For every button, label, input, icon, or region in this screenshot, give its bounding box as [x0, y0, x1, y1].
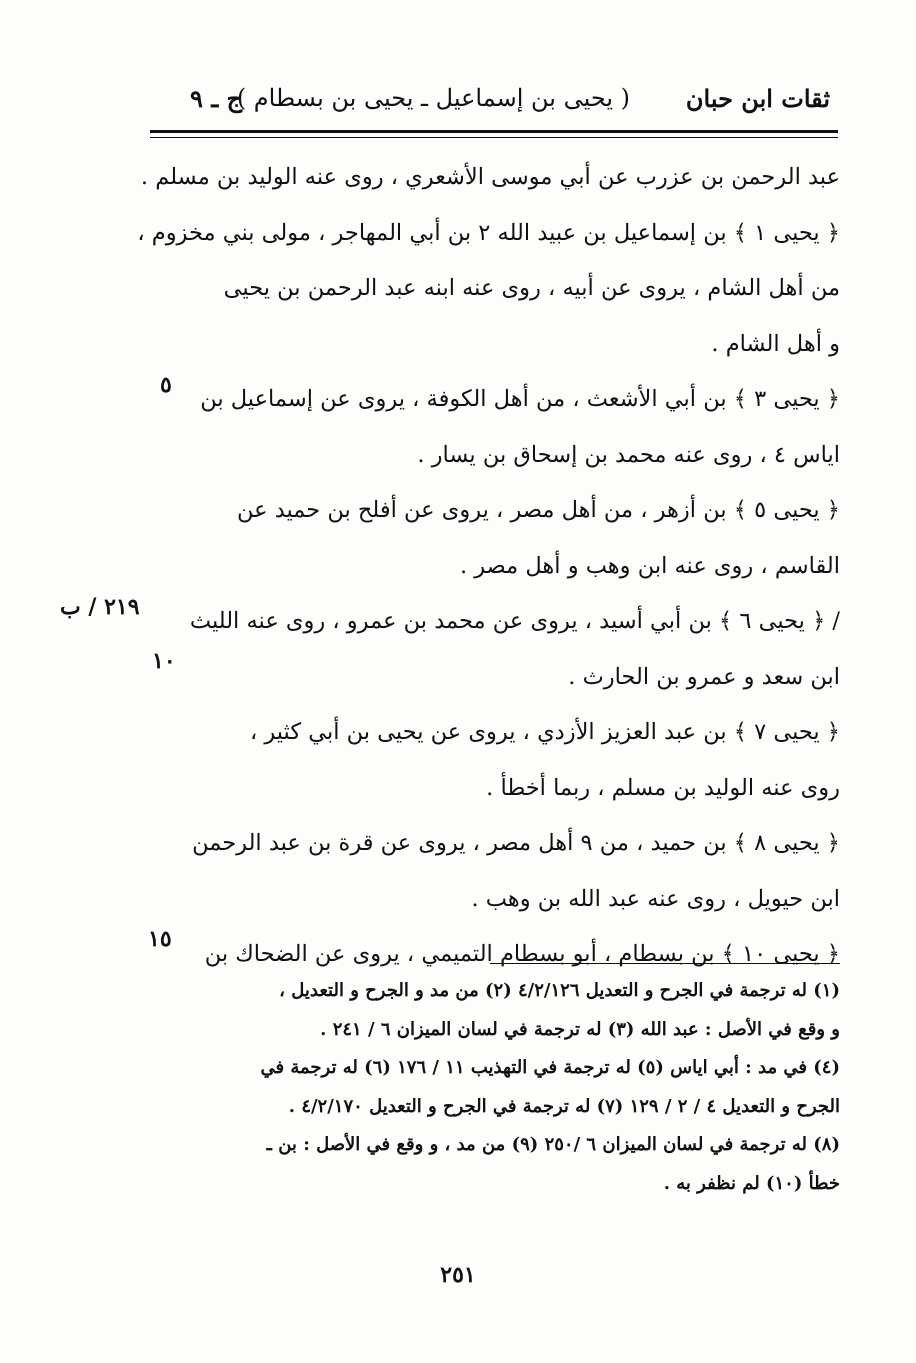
text-line: و أهل الشام .: [711, 330, 840, 357]
footnote-line: الجرح و التعديل ٤ / ٢ / ١٢٩ (٧) له ترجمة في الجرح و التعديل ٤/٢/١٧٠ .: [288, 1095, 840, 1117]
text-line: ﴿ يحيى ٥ ﴾ بن أزهر ، من أهل مصر ، يروى عن أفلح بن حميد عن: [236, 497, 840, 523]
text-line: ﴿ يحيى ١٠ ﴾ بن بسطام ، أبو بسطام التميمي ، يروى عن الضحاك بن: [204, 941, 840, 967]
section-range: ( يحيى بن إسماعيل ـ يحيى بن بسطام ): [236, 84, 630, 112]
header-rule-thin: [150, 137, 838, 138]
text-line: / ﴿ يحيى ٦ ﴾ بن أبي أسيد ، يروى عن محمد بن عمرو ، روى عنه الليث: [189, 608, 840, 634]
footnote-line: (١) له ترجمة في الجرح و التعديل ٤/٢/١٢٦ (٢) من مد و الجرح و التعديل ،: [279, 980, 840, 1001]
text-line: ابن سعد و عمرو بن الحارث .: [568, 663, 840, 690]
folio-marker: ٢١٩ / ب: [60, 594, 140, 620]
text-line: روى عنه الوليد بن مسلم ، ربما أخطأ .: [486, 774, 840, 801]
volume-label: ج ـ ٩: [190, 84, 243, 113]
book-title: ثقات ابن حبان: [685, 84, 830, 113]
page-number: ٢٥١: [440, 1262, 476, 1288]
header-rule-thick: [150, 130, 838, 133]
text-line: ﴿ يحيى ٨ ﴾ بن حميد ، من ٩ أهل مصر ، يروى عن قرة بن عبد الرحمن: [192, 830, 840, 856]
running-header: [150, 80, 830, 124]
text-line: ابن حيويل ، روى عنه عبد الله بن وهب .: [471, 885, 840, 912]
line-number-5: ٥: [160, 372, 172, 398]
footnote-line: خطأ (١٠) لم نظفر به .: [663, 1172, 840, 1194]
text-line: ﴿ يحيى ٧ ﴾ بن عبد العزيز الأزدي ، يروى عن يحيى بن أبي كثير ،: [249, 719, 840, 745]
text-line: من أهل الشام ، يروى عن أبيه ، روى عنه ابنه عبد الرحمن بن يحيى: [223, 275, 840, 301]
text-line: اياس ٤ ، روى عنه محمد بن إسحاق بن يسار .: [417, 441, 840, 468]
line-number-10: ١٠: [152, 648, 176, 674]
line-number-15: ١٥: [148, 926, 172, 952]
text-line: ﴿ يحيى ٣ ﴾ بن أبي الأشعث ، من أهل الكوفة ، يروى عن إسماعيل بن: [200, 386, 840, 412]
footnote-line: و وقع في الأصل : عبد الله (٣) له ترجمة في لسان الميزان ٦ / ٢٤١ .: [320, 1018, 840, 1040]
text-line: القاسم ، روى عنه ابن وهب و أهل مصر .: [459, 552, 840, 579]
footnote-rule: [490, 963, 840, 964]
footnote-line: (٨) له ترجمة في لسان الميزان ٦ /٢٥٠ (٩) من مد ، و وقع في الأصل : بن ـ: [266, 1134, 840, 1155]
footnotes: [140, 972, 840, 1203]
text-line: عبد الرحمن بن عزرب عن أبي موسى الأشعري ، روى عنه الوليد بن مسلم .: [140, 164, 840, 190]
text-line: ﴿ يحيى ١ ﴾ بن إسماعيل بن عبيد الله ٢ بن أبي المهاجر ، مولى بني مخزوم ،: [137, 219, 840, 246]
footnote-line: (٤) في مد : أبي اياس (٥) له ترجمة في التهذيب ١١ / ١٧٦ (٦) له ترجمة في: [260, 1057, 840, 1078]
